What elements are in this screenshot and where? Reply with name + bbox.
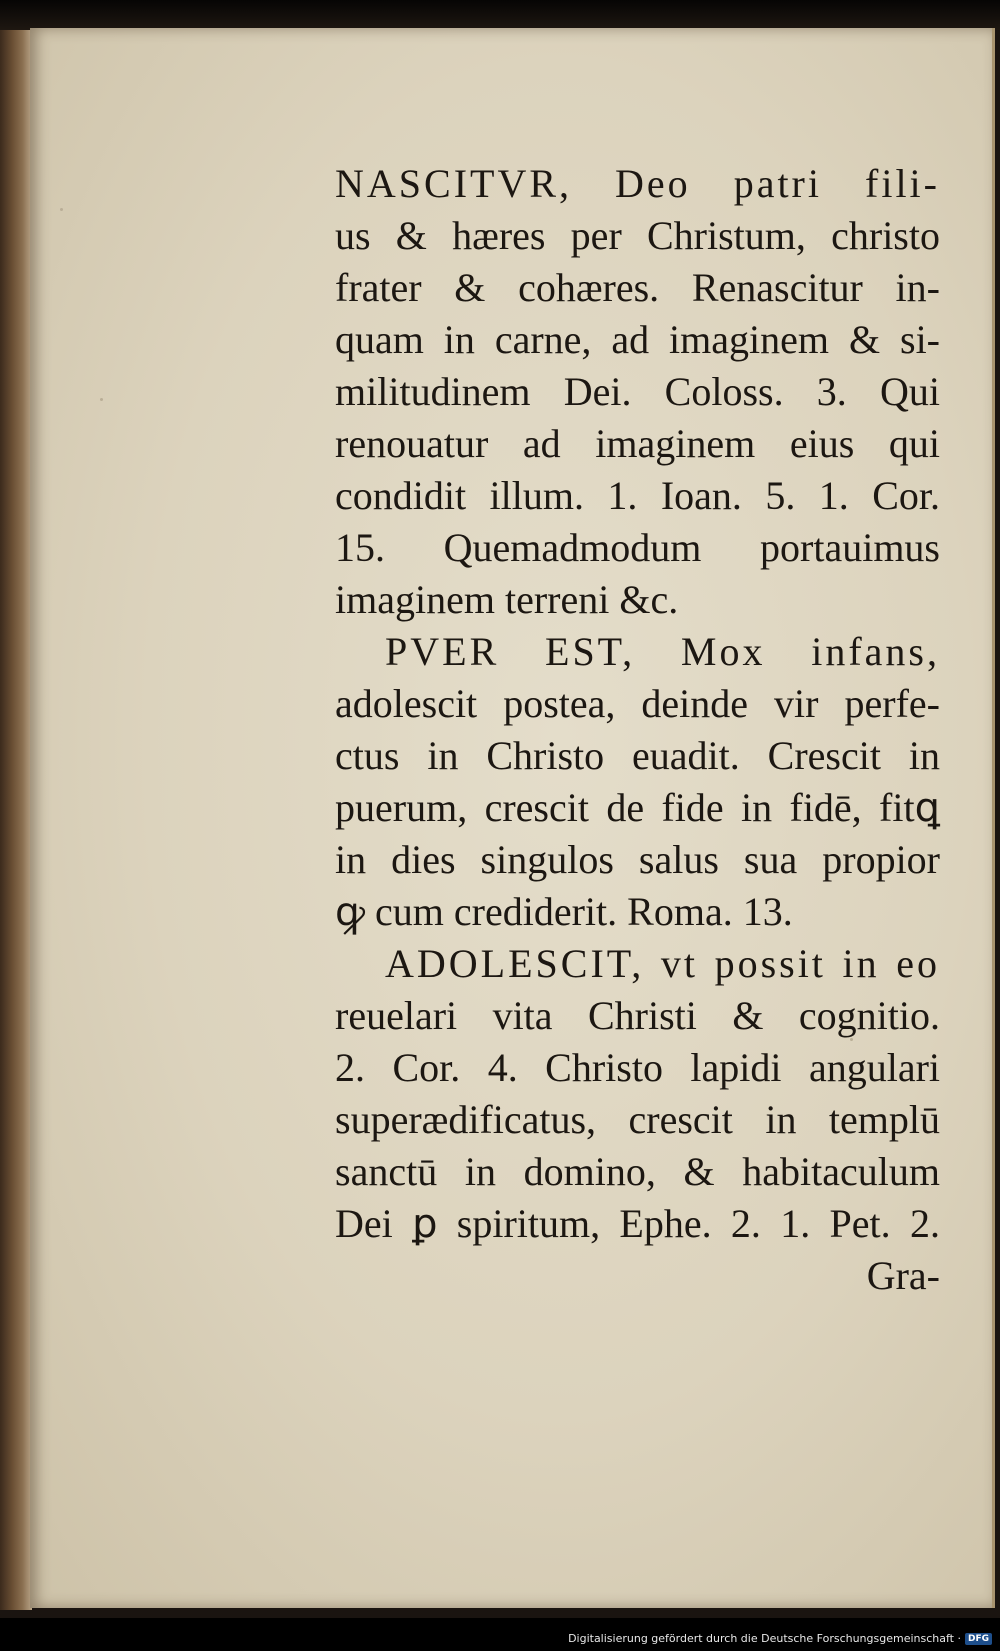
paper-speck bbox=[100, 398, 103, 401]
text-line: ADOLESCIT, vt possit in eo bbox=[385, 941, 940, 986]
text-line: frater & cohæres. Renascitur in- bbox=[335, 265, 940, 310]
scan-top-shadow bbox=[0, 0, 1000, 30]
footer-bar bbox=[0, 1618, 1000, 1651]
text-line: 15. Quemadmodum portauimus bbox=[335, 525, 940, 570]
text-line: in dies singulos salus sua propior bbox=[335, 837, 940, 882]
text-line: superædificatus, crescit in templū bbox=[335, 1097, 940, 1142]
text-line: sanctū in domino, & habitaculum bbox=[335, 1149, 940, 1194]
paper-speck bbox=[60, 208, 63, 211]
text-line: NASCITVR, Deo patri fili- bbox=[335, 161, 940, 206]
text-line: reuelari vita Christi & cognitio. bbox=[335, 993, 940, 1038]
text-line: 2. Cor. 4. Christo lapidi angulari bbox=[335, 1045, 940, 1090]
book-spine-edge bbox=[0, 30, 32, 1610]
text-line: renouatur ad imaginem eius qui bbox=[335, 421, 940, 466]
text-line: militudinem Dei. Coloss. 3. Qui bbox=[335, 369, 940, 414]
text-line: ꝙ cum crediderit. Roma. 13. bbox=[335, 889, 793, 934]
text-line: imaginem terreni &c. bbox=[335, 577, 679, 622]
text-line: Dei ꝑ spiritum, Ephe. 2. 1. Pet. 2. bbox=[335, 1201, 940, 1246]
credit-text: Digitalisierung gefördert durch die Deutsche Forschungsgemeinschaft · bbox=[568, 1632, 961, 1645]
text-line: quam in carne, ad imaginem & si- bbox=[335, 317, 940, 362]
text-line: us & hæres per Christum, christo bbox=[335, 213, 940, 258]
text-line: ctus in Christo euadit. Crescit in bbox=[335, 733, 940, 778]
text-line: puerum, crescit de fide in fidē, fitꝗ bbox=[335, 785, 940, 830]
text-line: adolescit postea, deinde vir perfe- bbox=[335, 681, 940, 726]
text-line: PVER EST, Mox infans, bbox=[385, 629, 940, 674]
text-line: condidit illum. 1. Ioan. 5. 1. Cor. bbox=[335, 473, 940, 518]
page-text-block bbox=[335, 158, 940, 1302]
text-line: Gra- bbox=[866, 1253, 940, 1298]
digitization-credit bbox=[568, 1632, 992, 1645]
book-page bbox=[30, 28, 995, 1608]
dfg-logo-icon: DFG bbox=[965, 1633, 992, 1645]
